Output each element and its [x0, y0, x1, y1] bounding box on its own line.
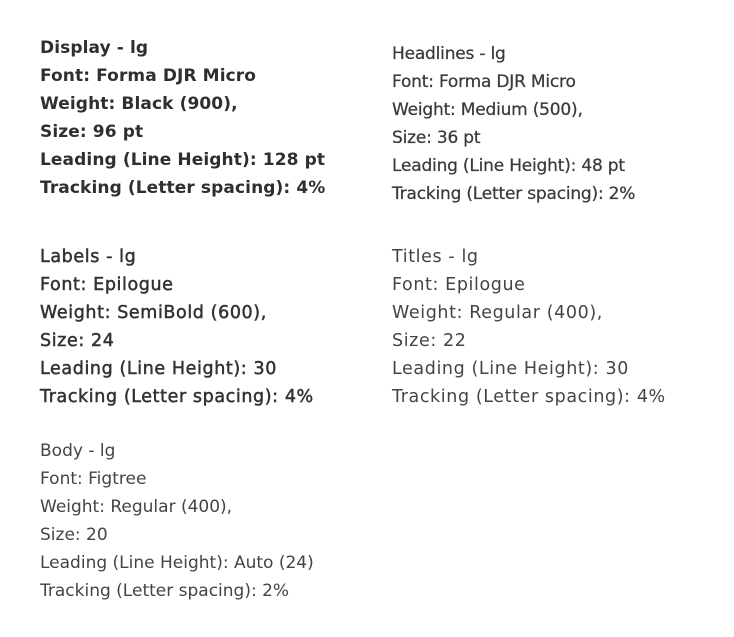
titles-heading: Titles - lg	[392, 247, 479, 267]
display-font: Font: Forma DJR Micro	[40, 66, 257, 86]
body-tracking: Tracking (Letter spacing): 2%	[40, 581, 290, 601]
labels-font: Font: Epilogue	[40, 275, 174, 295]
display-size: Size: 96 pt	[40, 122, 144, 142]
labels-heading: Labels - lg	[40, 247, 137, 267]
display-leading: Leading (Line Height): 128 pt	[40, 150, 326, 170]
labels-tracking: Tracking (Letter spacing): 4%	[40, 387, 314, 407]
labels-lg-spec	[40, 243, 314, 411]
titles-weight: Weight: Regular (400),	[392, 303, 603, 323]
titles-font: Font: Epilogue	[392, 275, 526, 295]
body-lg-spec	[40, 437, 314, 605]
display-lg-spec	[40, 34, 325, 202]
headlines-size: Size: 36 pt	[392, 128, 481, 148]
body-heading: Body - lg	[40, 441, 116, 461]
titles-lg-spec	[392, 243, 666, 411]
headlines-font: Font: Forma DJR Micro	[392, 72, 576, 92]
titles-tracking: Tracking (Letter spacing): 4%	[392, 387, 666, 407]
headlines-weight: Weight: Medium (500),	[392, 100, 583, 120]
body-leading: Leading (Line Height): Auto (24)	[40, 553, 314, 573]
body-size: Size: 20	[40, 525, 108, 545]
labels-weight: Weight: SemiBold (600),	[40, 303, 267, 323]
body-font: Font: Figtree	[40, 469, 147, 489]
display-tracking: Tracking (Letter spacing): 4%	[40, 178, 326, 198]
headlines-lg-spec	[392, 40, 635, 208]
body-weight: Weight: Regular (400),	[40, 497, 233, 517]
headlines-tracking: Tracking (Letter spacing): 2%	[392, 184, 636, 204]
titles-size: Size: 22	[392, 331, 467, 351]
display-heading: Display - lg	[40, 38, 149, 58]
headlines-heading: Headlines - lg	[392, 44, 506, 64]
labels-leading: Leading (Line Height): 30	[40, 359, 277, 379]
titles-leading: Leading (Line Height): 30	[392, 359, 629, 379]
labels-size: Size: 24	[40, 331, 115, 351]
display-weight: Weight: Black (900),	[40, 94, 238, 114]
headlines-leading: Leading (Line Height): 48 pt	[392, 156, 625, 176]
